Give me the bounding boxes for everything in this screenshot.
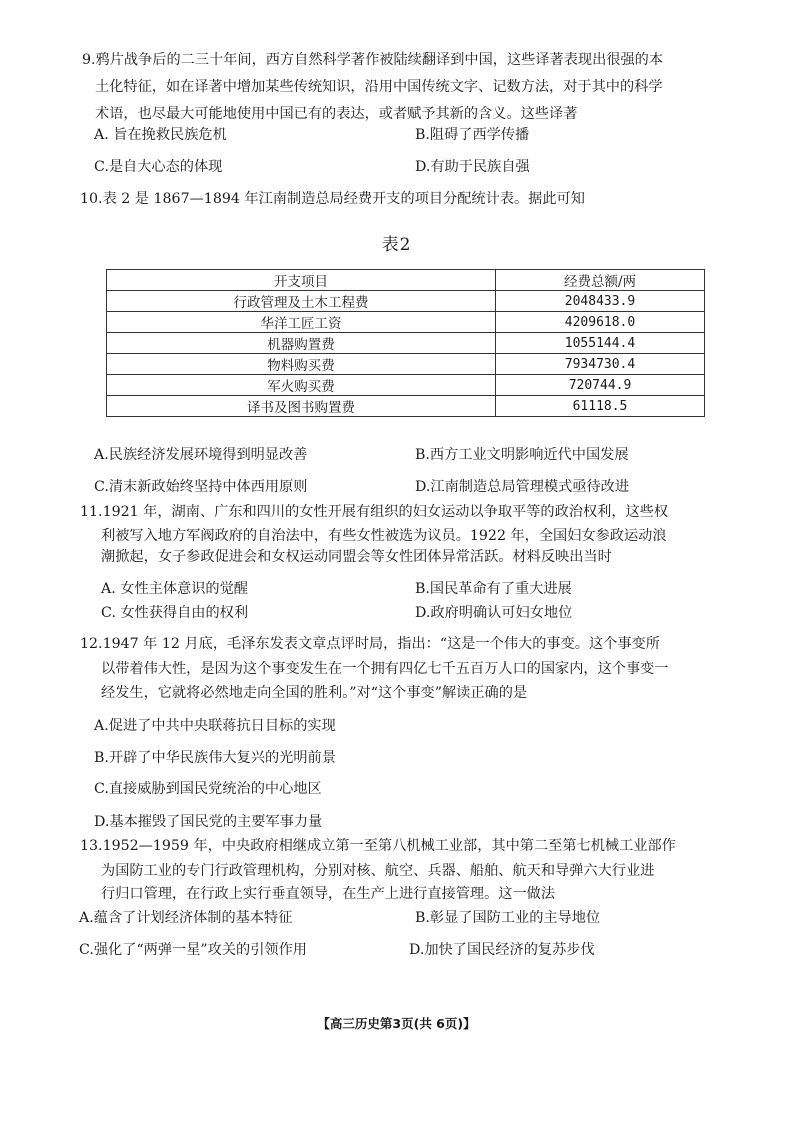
question-10-option-a[interactable]: A.民族经济发展环境得到明显改善	[94, 447, 308, 463]
table-row	[107, 354, 705, 375]
question-13-option-c[interactable]: C.强化了“两弹一星”攻关的引领作用	[79, 942, 307, 958]
table-header-item: 开支项目	[107, 270, 496, 291]
question-12-option-a[interactable]: A.促进了中共中央联蒋抗日目标的实现	[94, 718, 336, 734]
question-11-option-c[interactable]: C. 女性获得自由的权利	[101, 605, 249, 621]
table-cell-amount: 1055144.4	[496, 333, 705, 354]
table-cell-amount: 4209618.0	[496, 312, 705, 333]
question-10-option-c[interactable]: C.清末新政始终坚持中体西用原则	[94, 479, 308, 495]
question-12-option-d[interactable]: D.基本摧毁了国民党的主要军事力量	[94, 814, 323, 830]
question-11-option-b[interactable]: B.国民革命有了重大进展	[415, 581, 572, 597]
question-12-line-1: 12.1947 年 12 月底，毛泽东发表文章点评时局，指出：“这是一个伟大的事变。这个事变所	[80, 636, 660, 652]
question-11-line-2: 利被写入地方军阀政府的自治法中，有些女性被选为议员。1922 年，全国妇女参政运动浪	[101, 528, 667, 544]
table-cell-item: 华洋工匠工资	[107, 312, 496, 333]
question-10-option-b[interactable]: B.西方工业文明影响近代中国发展	[415, 447, 629, 463]
question-10-option-d[interactable]: D.江南制造总局管理模式亟待改进	[415, 479, 630, 495]
question-11-line-1: 11.1921 年，湖南、广东和四川的女性开展有组织的妇女运动以争取平等的政治权利，这些权	[80, 504, 669, 520]
question-9-option-d[interactable]: D.有助于民族自强	[415, 159, 530, 175]
question-13-option-b[interactable]: B.彰显了国防工业的主导地位	[415, 910, 601, 926]
question-12-line-2: 以带着伟大性，是因为这个事变发生在一个拥有四亿七千五百万人口的国家内，这个事变一	[101, 661, 669, 677]
question-9-line-1: 9.鸦片战争后的二三十年间，西方自然科学著作被陆续翻译到中国，这些译著表现出很强的本	[82, 52, 664, 68]
page-footer: 【高三历史第3页(共 6页)】	[317, 1016, 476, 1031]
table-cell-amount: 7934730.4	[496, 354, 705, 375]
question-9-option-c[interactable]: C.是自大心态的体现	[94, 159, 223, 175]
question-13-option-a[interactable]: A.蕴含了计划经济体制的基本特征	[79, 910, 293, 926]
expense-table	[106, 269, 705, 417]
question-12-option-c[interactable]: C.直接威胁到国民党统治的中心地区	[94, 781, 322, 797]
question-13-line-1: 13.1952—1959 年，中央政府相继成立第一至第八机械工业部，其中第二至第七机械工业部作	[80, 838, 676, 854]
table-cell-amount: 2048433.9	[496, 291, 705, 312]
question-13-line-2: 为国防工业的专门行政管理机构，分别对核、航空、兵器、船舶、航天和导弹六大行业进	[101, 863, 655, 879]
table-cell-item: 物料购买费	[107, 354, 496, 375]
question-11-option-a[interactable]: A. 女性主体意识的觉醒	[101, 581, 248, 597]
question-12-option-b[interactable]: B.开辟了中华民族伟大复兴的光明前景	[94, 750, 336, 766]
table-cell-amount: 720744.9	[496, 375, 705, 396]
question-12-line-3: 经发生，它就将必然地走向全国的胜利。”对“这个事变”解读正确的是	[101, 685, 528, 701]
question-9-option-b[interactable]: B.阻碍了西学传播	[415, 127, 530, 143]
table-row	[107, 396, 705, 417]
table-cell-item: 行政管理及土木工程费	[107, 291, 496, 312]
question-11-line-3: 潮掀起，女子参政促进会和女权运动同盟会等女性团体异常活跃。材料反映出当时	[101, 549, 612, 565]
table-row	[107, 312, 705, 333]
table-caption: 表2	[381, 235, 412, 255]
question-9-line-3: 术语，也尽最大可能地使用中国已有的表达，或者赋予其新的含义。这些译著	[95, 106, 578, 122]
question-13-option-d[interactable]: D.加快了国民经济的复苏步伐	[409, 942, 595, 958]
table-row	[107, 333, 705, 354]
question-9-line-2: 土化特征，如在译著中增加某些传统知识，沿用中国传统文字、记数方法，对于其中的科学	[95, 79, 663, 95]
table-cell-item: 译书及图书购置费	[107, 396, 496, 417]
question-11-option-d[interactable]: D.政府明确认可妇女地位	[415, 605, 573, 621]
table-row	[107, 291, 705, 312]
table-header-row	[107, 270, 705, 291]
question-10-line-1: 10.表 2 是 1867—1894 年江南制造总局经费开支的项目分配统计表。据此可知	[80, 191, 585, 207]
question-9-option-a[interactable]: A. 旨在挽救民族危机	[94, 127, 227, 143]
table-cell-amount: 61118.5	[496, 396, 705, 417]
table-cell-item: 机器购置费	[107, 333, 496, 354]
table-header-amount: 经费总额/两	[496, 270, 705, 291]
question-13-line-3: 行归口管理，在行政上实行垂直领导，在生产上进行直接管理。这一做法	[101, 886, 556, 902]
table-row	[107, 375, 705, 396]
table-cell-item: 军火购买费	[107, 375, 496, 396]
